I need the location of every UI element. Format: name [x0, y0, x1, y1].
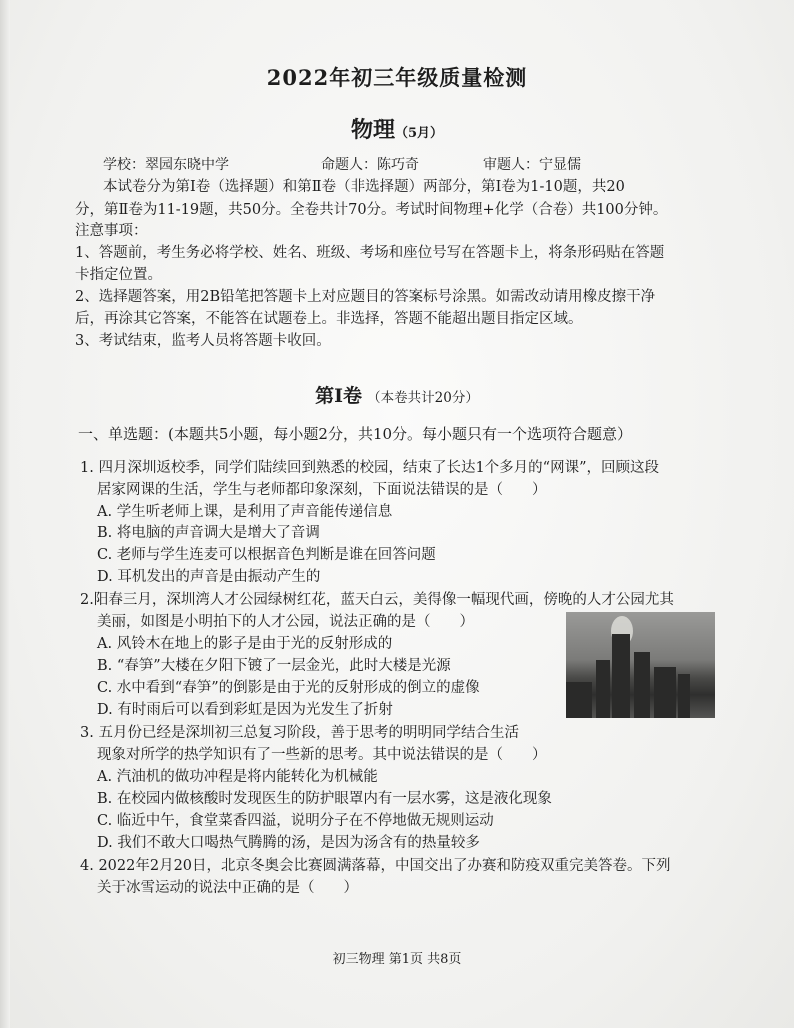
exam-title: 2022年初三年级质量检测 — [266, 65, 528, 90]
photo-tree — [566, 682, 592, 718]
intro-line-2: 分，第Ⅱ卷为11-19题，共50分。全卷共计70分。考试时间物理+化学（合卷）共100分钟。 — [75, 202, 668, 218]
notice-1b: 卡指定位置。 — [75, 267, 162, 283]
photo-building — [634, 652, 650, 718]
q2-option-d: D. 有时雨后可以看到彩虹是因为光发生了折射 — [97, 702, 393, 718]
volume-heading — [0, 381, 794, 408]
section-heading: 一、单选题：(本题共5小题，每小题2分，共10分。每小题只有一个选项符合题意） — [78, 425, 633, 443]
author-label: 命题人：陈巧奇 — [321, 157, 419, 173]
q4-stem-2: 关于冰雪运动的说法中正确的是（ ） — [97, 880, 358, 896]
q1-option-a: A. 学生听老师上课，是利用了声音能传递信息 — [97, 504, 393, 520]
q3-stem-1: 3. 五月份已经是深圳初三总复习阶段，善于思考的明明同学结合生活 — [80, 725, 519, 741]
q1-option-b: B. 将电脑的声音调大是增大了音调 — [97, 525, 320, 541]
q1-stem-1: 1. 四月深圳返校季，同学们陆续回到熟悉的校园，结束了长达1个多月的“网课”，回顾这段 — [80, 460, 659, 476]
volume-note: （本卷共计20分） — [367, 390, 479, 406]
subject-label: 物理 — [350, 117, 395, 143]
park-photo — [566, 612, 715, 718]
notice-heading: 注意事项： — [75, 223, 148, 239]
notice-1a: 1、答题前，考生务必将学校、姓名、班级、考场和座位号写在答题卡上，将条形码贴在答题 — [75, 245, 665, 261]
exam-subtitle — [0, 113, 794, 144]
notice-2a: 2、选择题答案，用2B铅笔把答题卡上对应题目的答案标号涂黑。如需改动请用橡皮擦干净 — [75, 289, 656, 305]
photo-building — [596, 660, 610, 718]
notice-3: 3、考试结束，监考人员将答题卡收回。 — [75, 333, 331, 349]
photo-building — [678, 674, 690, 718]
reviewer-label: 审题人：宁显儒 — [483, 157, 581, 173]
exam-meta — [103, 154, 723, 176]
photo-tower — [612, 634, 630, 718]
photo-building — [654, 667, 676, 718]
volume-title: 第Ⅰ卷 — [315, 385, 363, 407]
q1-option-c: C. 老师与学生连麦可以根据音色判断是谁在回答问题 — [97, 547, 436, 563]
q3-option-c: C. 临近中午，食堂菜香四溢，说明分子在不停地做无规则运动 — [97, 813, 494, 829]
q3-option-d: D. 我们不敢大口喝热气腾腾的汤，是因为汤含有的热量较多 — [97, 835, 480, 851]
q1-stem-2: 居家网课的生活，学生与老师都印象深刻，下面说法错误的是（ ） — [97, 482, 547, 498]
scan-edge-shadow — [0, 0, 10, 1028]
q2-option-b: B. “春笋”大楼在夕阳下镀了一层金光，此时大楼是光源 — [97, 658, 451, 674]
q3-stem-2: 现象对所学的热学知识有了一些新的思考。其中说法错误的是（ ） — [97, 747, 547, 763]
page-footer: 初三物理 第1页 共8页 — [332, 952, 462, 967]
q2-option-c: C. 水中看到“春笋”的倒影是由于光的反射形成的倒立的虚像 — [97, 680, 480, 696]
month-label: （5月） — [394, 126, 444, 141]
notice-2b: 后，再涂其它答案，不能答在试题卷上。非选择，答题不能超出题目指定区域。 — [75, 311, 583, 327]
school-label: 学校：翠园东晓中学 — [103, 157, 229, 173]
q3-option-b: B. 在校园内做核酸时发现医生的防护眼罩内有一层水雾，这是液化现象 — [97, 791, 552, 807]
intro-line-1: 本试卷分为第Ⅰ卷（选择题）和第Ⅱ卷（非选择题）两部分，第Ⅰ卷为1-10题，共20 — [103, 179, 625, 195]
q4-stem-1: 4. 2022年2月20日，北京冬奥会比赛圆满落幕，中国交出了办赛和防疫双重完美答卷。下列 — [80, 858, 671, 874]
q1-option-d: D. 耳机发出的声音是由振动产生的 — [97, 569, 321, 585]
q2-stem-1: 2.阳春三月，深圳湾人才公园绿树红花，蓝天白云，美得像一幅现代画，傍晚的人才公园尤其 — [80, 592, 674, 608]
q3-option-a: A. 汽油机的做功冲程是将内能转化为机械能 — [97, 769, 378, 785]
q2-stem-2: 美丽，如图是小明拍下的人才公园，说法正确的是（ ） — [97, 614, 474, 630]
q2-option-a: A. 风铃木在地上的影子是由于光的反射形成的 — [97, 636, 393, 652]
